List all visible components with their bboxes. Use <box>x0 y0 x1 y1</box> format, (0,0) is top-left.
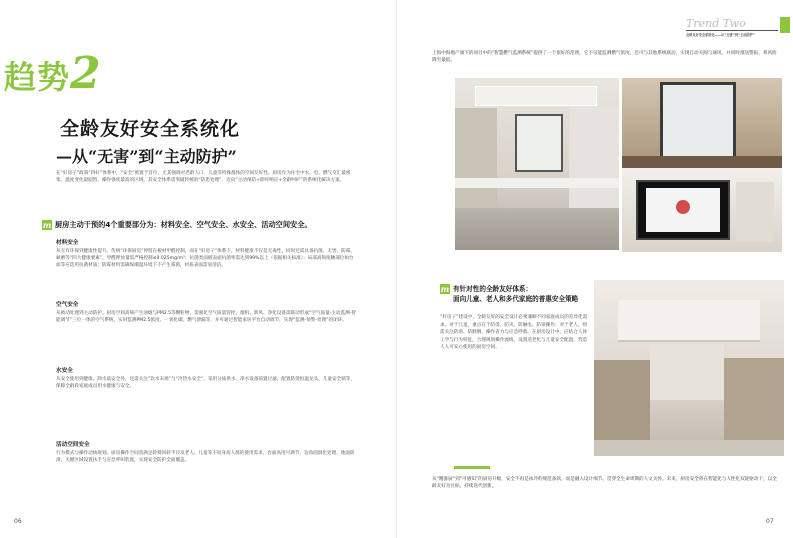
water-paragraph: 从安全使用到健康。除水质安全外，还需关注“饮水末端”与“冷热水安全”，采用分质供水、净水设备前置过滤，配置防烫恒温龙头、儿童安全锁等，保障全龄段家庭成员用水健康与安全。 <box>56 377 355 389</box>
kitchen2-lower-right <box>724 358 784 440</box>
air-paragraph: 从被动处理到主动防护。厨房空间高频产生油烟与PM2.5等颗粒物，需强化空气质量管控，烟机、新风、净化设备需联动形成“空气质量-主动监测-智能调节”三位一体的空气系统，实时监测PM2.5浓度、一氧化碳、燃气泄漏等，并可通过智能家居平台自动调节，实现“监测-预警-处理”的闭环。 <box>56 311 356 323</box>
page-title: 全龄友好安全系统化 <box>60 118 241 140</box>
space-heading: 活动空间安全 <box>56 442 90 448</box>
trend-label <box>4 48 102 99</box>
section-heading-2-line2: 面向儿童、老人和多代家庭的普惠安全策略 <box>453 295 579 303</box>
alert-icon <box>676 200 690 214</box>
water-heading: 水安全 <box>56 368 73 374</box>
kitchen-photo-secondary <box>594 280 784 456</box>
panel-side-cabinet <box>736 182 774 242</box>
header-green-tab <box>780 17 790 33</box>
section-heading <box>42 220 312 230</box>
page-number-left: 06 <box>14 518 22 525</box>
window-sill <box>622 156 782 168</box>
top-paragraph: 上海中海地产旗下的项目中的“智慧燃气监测系统”提供了一个很好的范例，它不仅能监测燃气浓度，还可与其他系统联动，实现自动关阀与通风，并同时推送警报，将风险降至最低。 <box>432 51 777 63</box>
kitchen2-back-wall <box>650 344 724 400</box>
smart-panel-photo <box>622 168 782 252</box>
kitchen-ceiling <box>475 86 597 106</box>
smart-screen <box>636 180 730 240</box>
bottom-paragraph: 从“精准厨”到“可感知”的厨房升级，安全不再是冰冷的规范条款，而是融入设计细节、贯穿全生命周期的人文关怀。未来，厨房安全将在智能化与人性化双轮驱动下，以全龄友好为目标，持续迭代创新。 <box>432 477 777 489</box>
kitchen2-lower-left <box>594 360 650 440</box>
section-marker-icon: m <box>42 220 52 230</box>
intro-paragraph: 在“好房子”政策“四好”体系中，“安全”被置于首位，尤其强调对老龄人口、儿童等特殊群体的空间友好性。厨房作为住宅中水、电、燃气交汇最密集、温度变化最剧烈、操作强度最高的区域，其安全体系需突破传统的“防患处理”，迈向“主动预防+即时响应+全龄呵护”的系统化解决方案。 <box>56 171 351 183</box>
header-strip: 全龄友好安全系统化——从“无害”到“主动防护” <box>686 30 778 36</box>
kitchen-window <box>515 114 563 172</box>
page-subtitle: —从“无害”到“主动防护” <box>56 147 237 166</box>
space-paragraph: 行为模式与操作动线规划。厨房操作空间需满足轮椅回转半径及老人、儿童等不同身高人群的使用需求，台面高度可调节、边角圆润化处理、地面防滑，关键区域设置扶手与应急呼叫装置，实现安全防护全面覆盖。 <box>56 451 355 463</box>
green-rule <box>454 466 490 469</box>
kitchen-counter <box>455 178 619 188</box>
section-heading-2 <box>440 284 578 304</box>
kitchen2-floor <box>594 440 784 456</box>
section-heading-2-line1: 有针对性的全龄友好体系： <box>453 285 533 293</box>
kitchen-photo-main <box>455 78 619 250</box>
header-badge: Trend Two <box>686 17 746 30</box>
section-marker-icon-2: m <box>440 284 450 294</box>
air-heading: 空气安全 <box>56 302 79 308</box>
trend-number: 2 <box>70 48 102 99</box>
right-column-paragraph: “好房子”建设中，全龄友好的安全设计必须兼顾不同家庭成员的差异化需求。对于儿童，重点在于防烫、防夹、防触电、防误操作；对于老人，则需关注防滑、防跌倒、操作省力与应急呼救。在厨房设计中，应结合人体工学与行为特征，合理规划操作流线，设置适老化与儿童安全配置，营造人人可安心使用的厨房空间。 <box>440 315 588 351</box>
section-heading-text: 厨房主动干预的4个重要部分为：材料安全、空气安全、水安全、活动空间安全。 <box>55 220 312 229</box>
material-paragraph: 从无有环保到健康性提升。传统“环保厨房”停留在板材甲醛控制，而在“好房子”体系下，材料健康不仅是无毒性，同时还需具备抗菌、无害、防霉、耐磨等“四大健康要素”。甲醛释放量需严格控制≤0.025mg/m³；抗菌类面板表面抗菌率需达到99%以上（依据相关标准）；局部高频接触部位如台面等应选用抗菌材质；防霉材料需确保潮湿环境下不产生霉菌，材质表面需易清洁。 <box>56 249 355 268</box>
window-frame <box>660 82 736 162</box>
kitchen-floor <box>455 208 619 250</box>
smart-screen-display <box>646 188 720 232</box>
kitchen2-upper-cabinets <box>618 300 760 342</box>
material-heading: 材料安全 <box>56 240 79 246</box>
window-photo <box>622 78 782 168</box>
page-number-right: 07 <box>766 518 774 525</box>
trend-label-text: 趋势 <box>4 58 71 96</box>
page-gutter <box>396 0 397 538</box>
